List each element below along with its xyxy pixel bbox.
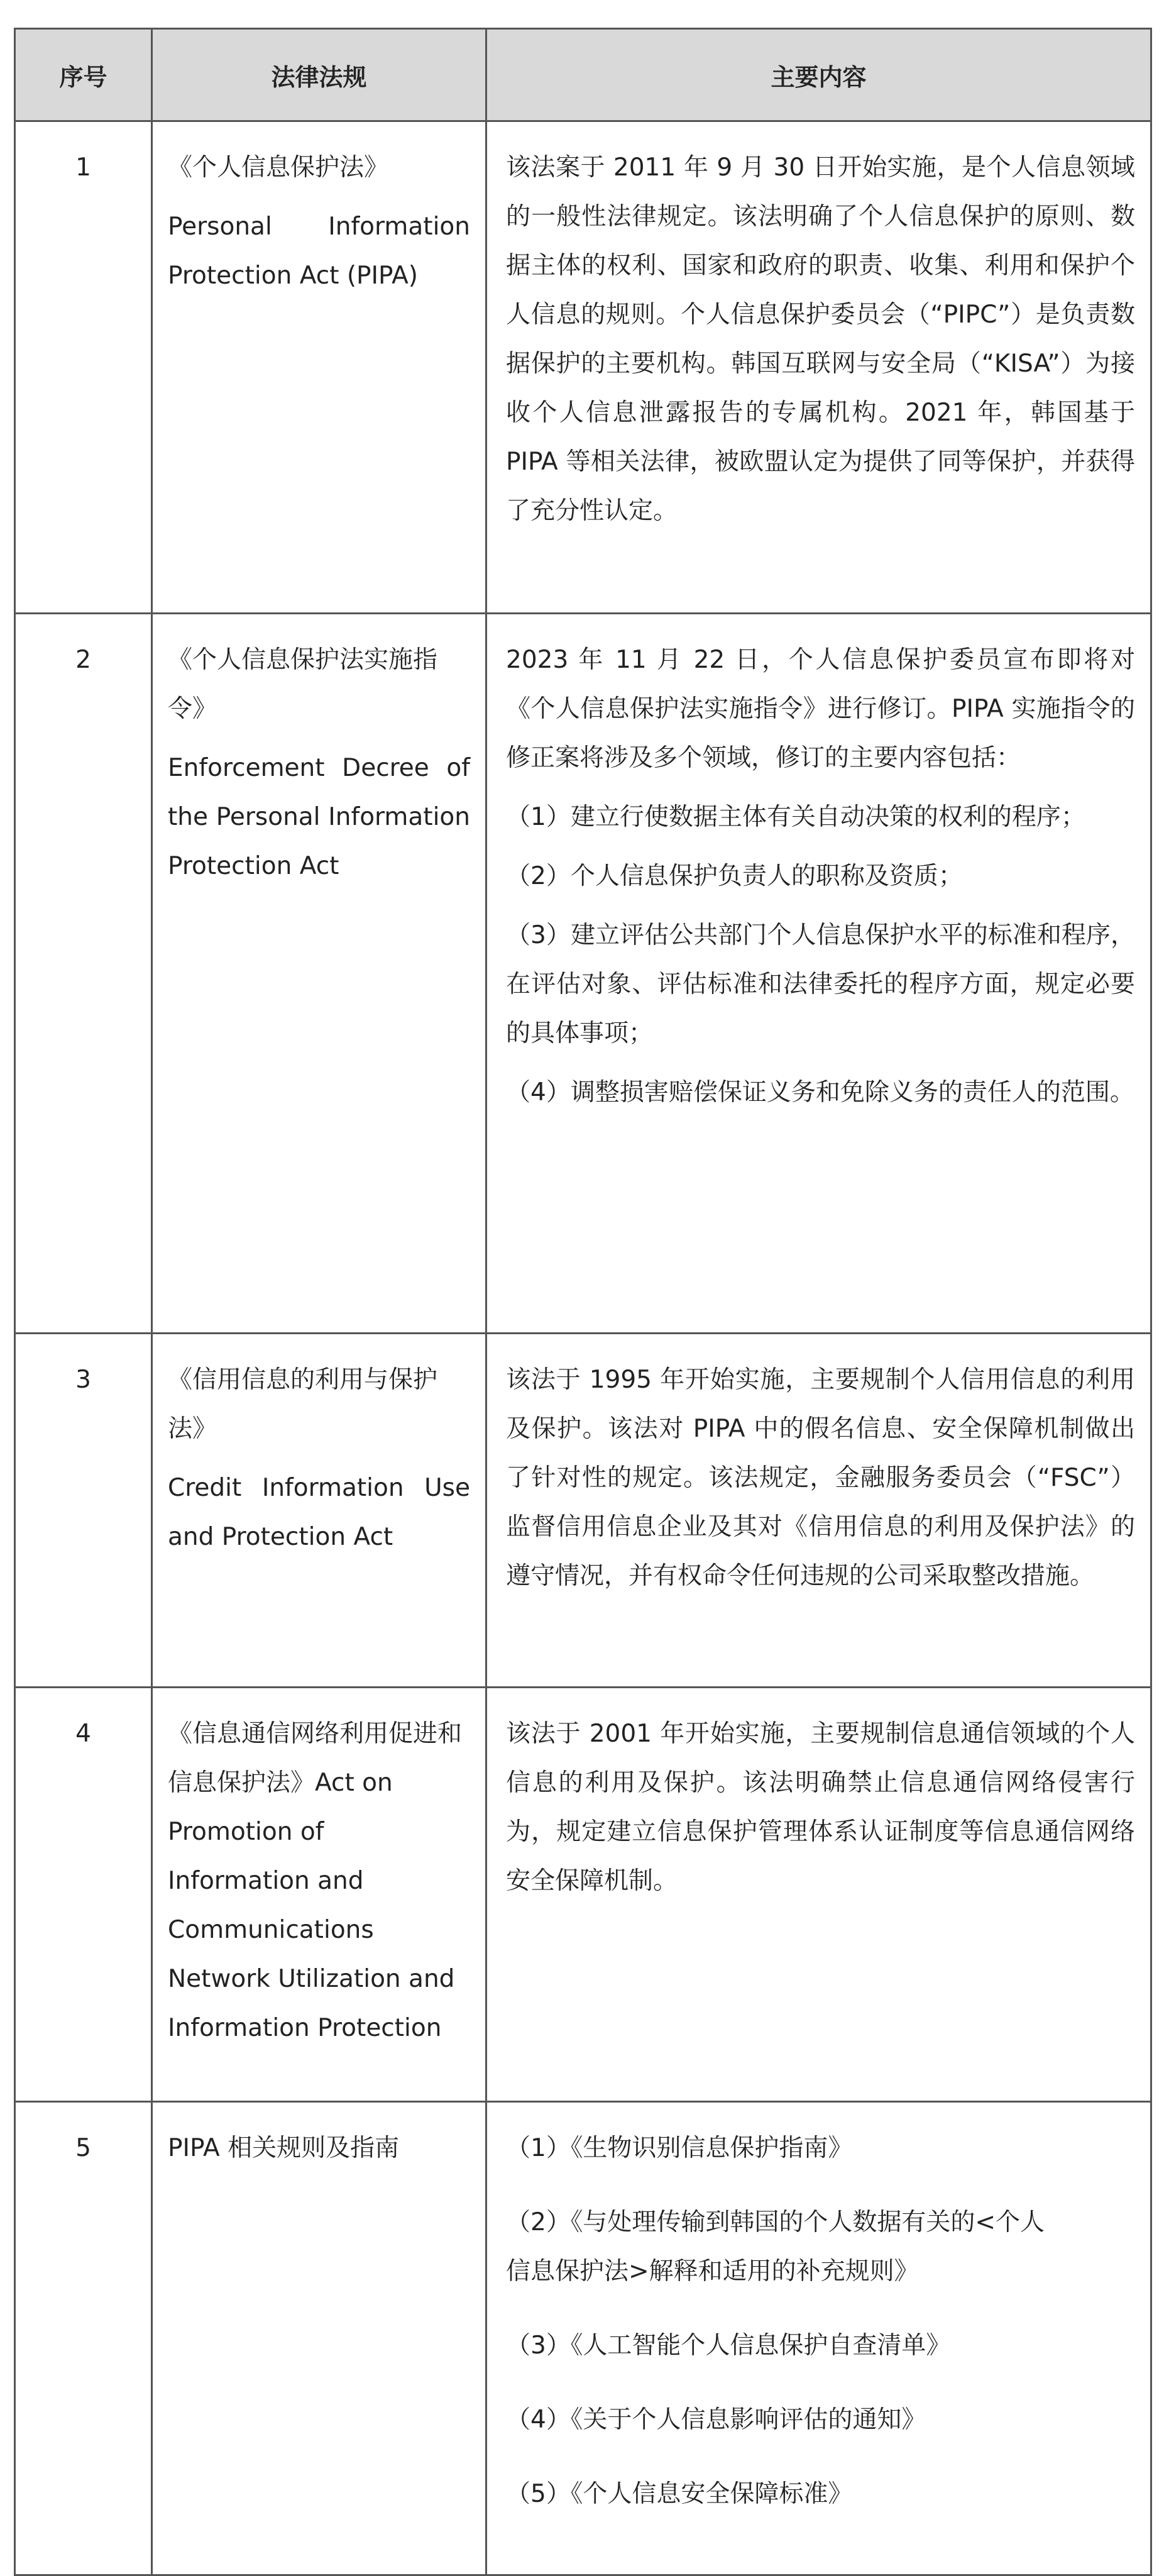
content-item-continued: 信息保护法>解释和适用的补充规则》 [506,2257,919,2286]
table-row [15,1688,1151,2102]
row-number: 4 [15,1688,152,2102]
law-name-zh: PIPA 相关规则及指南 [168,2134,400,2162]
content-item: （5）《个人信息安全保障标准》 [506,2480,853,2508]
content-cell [486,614,1151,1334]
row-number: 2 [15,614,152,1334]
row-number: 1 [15,121,152,614]
content-item: （1）《生物识别信息保护指南》 [506,2134,853,2162]
table-row [15,2102,1151,2575]
table-row [15,614,1151,1334]
content-item: （1）建立行使数据主体有关自动决策的权利的程序； [506,803,1085,831]
law-name-en: Act on Promotion of Information and Communications Network Utilization and Information Protection [168,1769,455,2042]
content-item: （3）《人工智能个人信息保护自查清单》 [506,2331,951,2360]
header-row [15,29,1151,121]
law-cell [152,614,486,1334]
content-cell [486,121,1151,614]
row-number: 3 [15,1334,152,1688]
header-number: 序号 [15,29,152,121]
content-cell [486,2102,1151,2575]
law-name-en: Credit Information Use and Protection Act [168,1474,470,1551]
law-cell [152,1688,486,2102]
content-paragraph: 该法于 1995 年开始实施，主要规制个人信用信息的利用及保护。该法对 PIPA 中的假名信息、安全保障机制做出了针对性的规定。该法规定，金融服务委员会（“FSC”）监督信用信息企业及其对《信用信息的利用及保护法》的遵守情况，并有权命令任何违规的公司采取整改措施。 [506,1366,1135,1590]
content-paragraph: 2023 年 11 月 22 日，个人信息保护委员宣布即将对《个人信息保护法实施指令》进行修订。PIPA 实施指令的修正案将涉及多个领域，修订的主要内容包括： [506,646,1135,772]
content-item: （2）《与处理传输到韩国的个人数据有关的<个人 [506,2208,1045,2236]
regulations-table [14,28,1152,2576]
law-name-zh: 《个人信息保护法》 [168,153,389,182]
law-cell [152,1334,486,1688]
content-item: （4）《关于个人信息影响评估的通知》 [506,2406,926,2434]
content-paragraph: 该法案于 2011 年 9 月 30 日开始实施，是个人信息领域的一般性法律规定。该法明确了个人信息保护的原则、数据主体的权利、国家和政府的职责、收集、利用和保护个人信息的规则。个人信息保护委员会（“PIPC”）是负责数据保护的主要机构。韩国互联网与安全局（“KISA”）为接收个人信息泄露报告的专属机构。2021 年，韩国基于 PIPA 等相关法律，被欧盟认定为提供了同等保护，并获得了充分性认定。 [506,153,1135,525]
header-content: 主要内容 [486,29,1151,121]
row-number: 5 [15,2102,152,2575]
content-cell [486,1688,1151,2102]
law-name-zh: 《个人信息保护法实施指令》 [168,646,438,723]
law-name-zh: 《信用信息的利用与保护法》 [168,1366,438,1443]
table-row [15,121,1151,614]
law-name-en: Enforcement Decree of the Personal Information Protection Act [168,754,470,880]
content-item: （2）个人信息保护负责人的职称及资质； [506,862,963,890]
law-cell [152,2102,486,2575]
content-cell [486,1334,1151,1688]
law-name-zh [168,1710,470,2053]
table-row [15,1334,1151,1688]
content-item: （3）建立评估公共部门个人信息保护水平的标准和程序，在评估对象、评估标准和法律委托的程序方面，规定必要的具体事项； [506,921,1135,1048]
law-cell [152,121,486,614]
content-item: （4）调整损害赔偿保证义务和免除义务的责任人的范围。 [506,1078,1134,1107]
content-paragraph: 该法于 2001 年开始实施，主要规制信息通信领域的个人信息的利用及保护。该法明确禁止信息通信网络侵害行为，规定建立信息保护管理体系认证制度等信息通信网络安全保障机制。 [506,1720,1135,1895]
law-name-zh-text: 《信息通信网络利用促进和信息保护法》 [168,1720,463,1797]
header-law: 法律法规 [152,29,486,121]
law-name-en: Personal Information Protection Act (PIPA) [168,213,470,290]
